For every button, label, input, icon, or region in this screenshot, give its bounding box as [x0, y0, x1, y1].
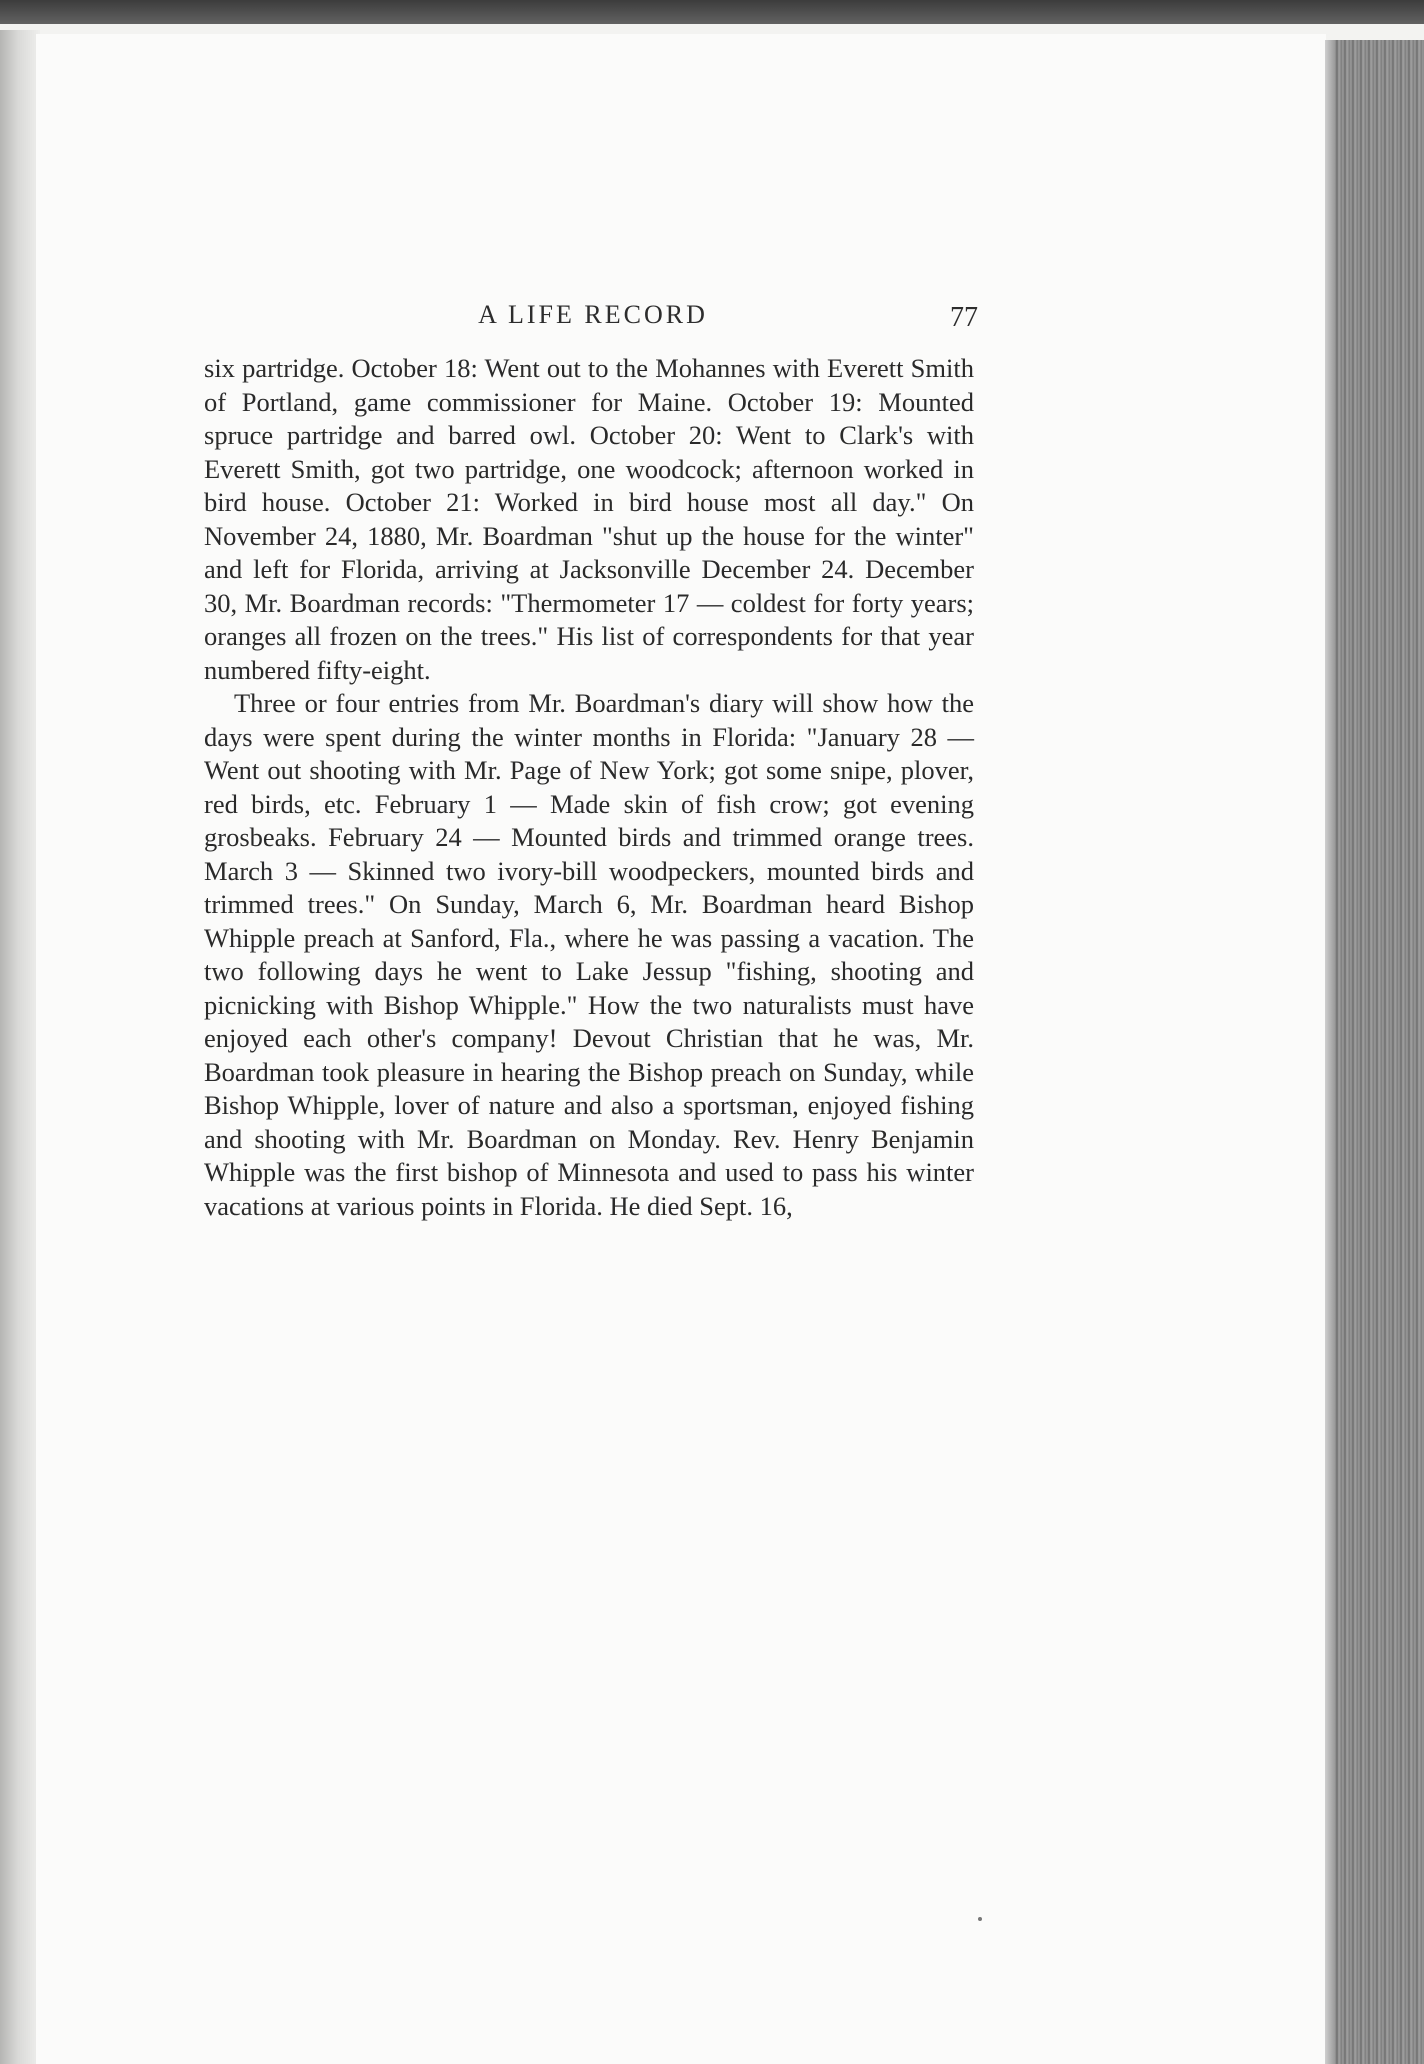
running-head	[208, 296, 978, 340]
left-page-edge	[0, 30, 40, 2064]
page-number: 77	[950, 302, 978, 333]
body-text	[204, 352, 974, 1223]
running-head-title: A LIFE RECORD	[478, 300, 708, 329]
page-block-edge	[1325, 40, 1424, 2064]
scan-speck	[978, 1917, 982, 1921]
paragraph-1: six partridge. October 18: Went out to the Mohannes with Everett Smith of Portland, game commissioner for Maine. October 19: Mounted spruce partridge and barred owl. October 20: Went to Clark's with Everett Smith, got two partridge, one woodcock; afternoon worked in bird house. October 21: Worked in bird house most all day." On November 24, 1880, Mr. Boardman "shut up the house for the winter" and left for Florida, arriving at Jacksonville December 24. December 30, Mr. Boardman records: "Thermometer 17 — coldest for forty years; oranges all frozen on the trees." His list of correspondents for that year numbered fifty-eight.	[204, 353, 974, 685]
paragraph-2: Three or four entries from Mr. Boardman's diary will show how the days were spent during the winter months in Florida: "January 28 — Went out shooting with Mr. Page of New York; got some snipe, plover, red birds, etc. February 1 — Made skin of fish crow; got evening grosbeaks. February 24 — Mounted birds and trimmed orange trees. March 3 — Skinned two ivory-bill woodpeckers, mounted birds and trimmed trees." On Sunday, March 6, Mr. Boardman heard Bishop Whipple preach at Sanford, Fla., where he was passing a vacation. The two following days he went to Lake Jessup "fishing, shooting and picnicking with Bishop Whipple." How the two naturalists must have enjoyed each other's company! Devout Christian that he was, Mr. Boardman took pleasure in hearing the Bishop preach on Sunday, while Bishop Whipple, lover of nature and also a sportsman, enjoyed fishing and shooting with Mr. Boardman on Monday. Rev. Henry Benjamin Whipple was the first bishop of Minnesota and used to pass his winter vacations at various points in Florida. He died Sept. 16,	[204, 688, 974, 1221]
